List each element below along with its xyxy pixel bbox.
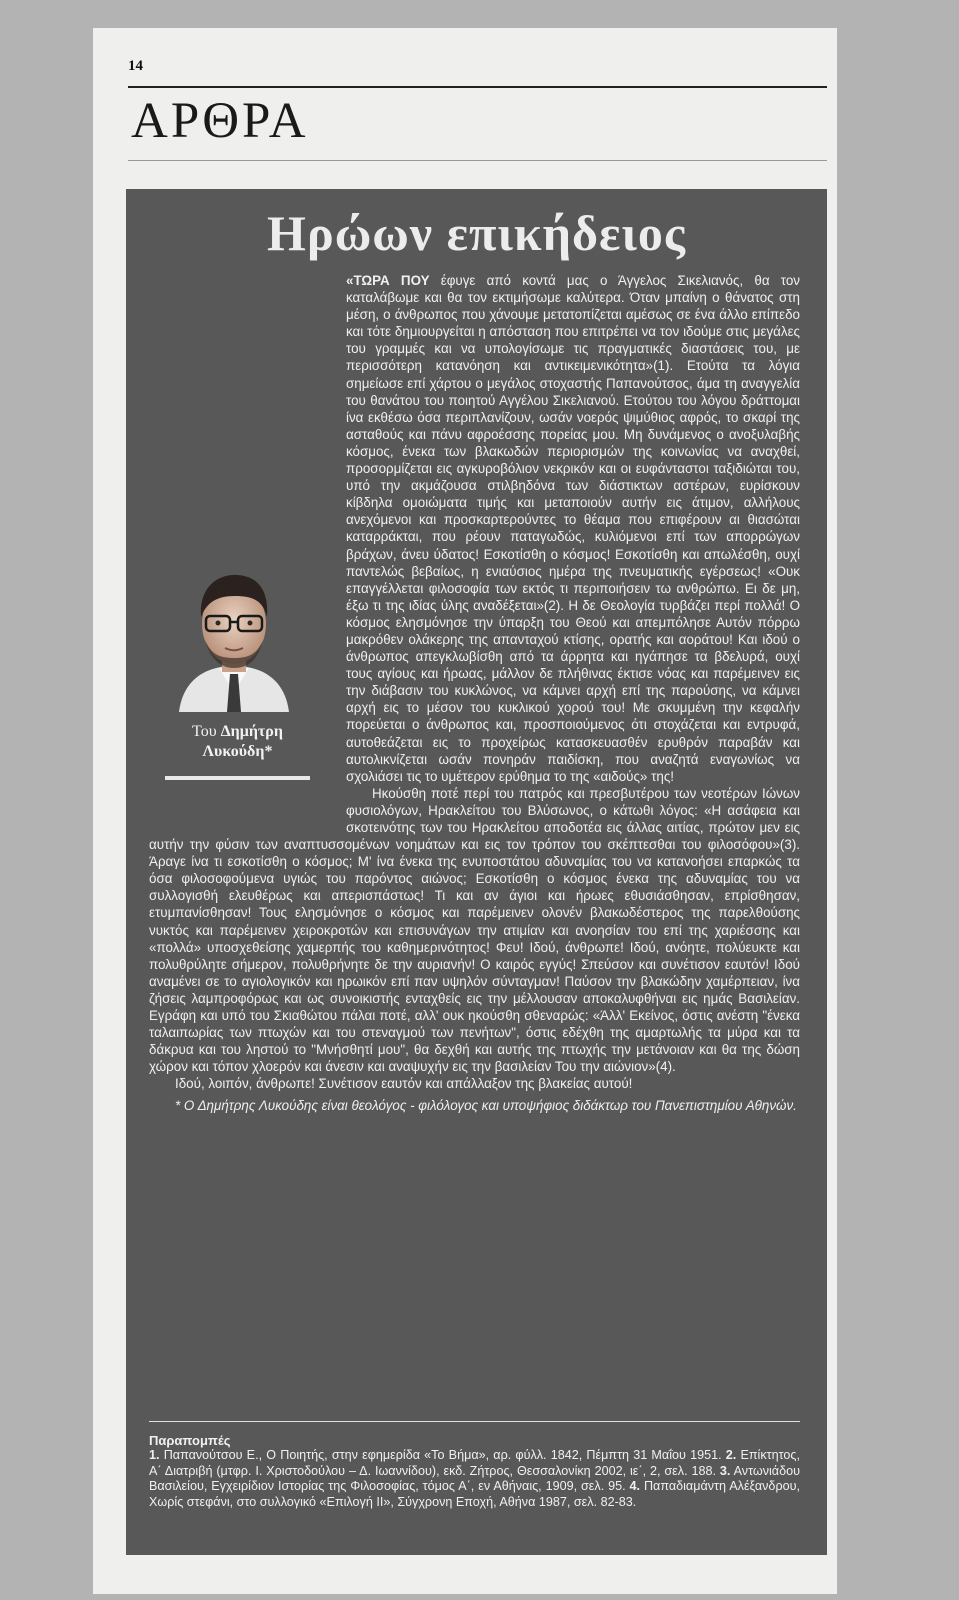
references-title: Παραπομπές: [149, 1433, 231, 1448]
page-number: 14: [128, 58, 143, 74]
ref-4: Παπαδιαμάντη Αλέξανδρου, Χωρίς στεφάνι, στο συλλογικό «Επιλογή II», Σύγχρονη Εποχή, Αθήνα 1987, σελ. 82-83.: [149, 1479, 800, 1509]
author-footnote: * Ο Δημήτρης Λυκούδης είναι θεολόγος - φιλόλογος και υποψήφιος διδάκτωρ του Πανεπιστημίου Αθηνών.: [175, 1097, 797, 1113]
section-title: ΑΡΘΡΑ: [131, 93, 309, 149]
article-paragraph-3: Ιδού, λοιπόν, άνθρωπε! Συνέτισον εαυτόν και απάλλαξον της βλακείας αυτού!: [175, 1076, 633, 1092]
header-rule: [128, 86, 827, 88]
ref-num-1: 1.: [149, 1448, 160, 1463]
references-rule: [149, 1421, 800, 1422]
article-headline: Ηρώων επικήδειος: [267, 205, 686, 261]
article-panel: [126, 189, 827, 1555]
references: [149, 1433, 800, 1510]
ref-num-3: 3.: [719, 1463, 731, 1478]
byline-prefix: Του: [192, 723, 217, 740]
ref-3: Αντωνιάδου Βασιλείου, Εγχειρίδιον Ιστορίας της Φιλοσοφίας, τόμος Α΄, εν Αθήναις, 1909, σελ. 95.: [149, 1463, 800, 1494]
author-box: [141, 562, 334, 830]
byline-name-1: Δημήτρη: [220, 723, 283, 740]
references-text: [149, 1448, 800, 1510]
byline-rule: [165, 776, 310, 780]
paragraph-1-text: έφυγε από κοντά μας ο Άγγελος Σικελιανός, θα τον καταλάβωμε και θα τον εκτιμήσωμε καλύτερα. Όταν μπαίνη ο θάνατος στη μέση, ο άνθρωπος που χάνουμε μετατοπίζεται αμέσως σε ένα άλλο επίπεδο και τότε δημιουργείται η απόσταση που επιτρέπει να τον ιδούμε στις μεγάλες του γραμμές και να υπολογίσωμε τις πραγματικές διαστάσεις του, με περισσότερη κατανόηση και αντικειμενικότητα»(1). Ετούτα τα λόγια σημείωσε επί χάρτου ο μεγάλος στοχαστής Παπανούτσος, άμα τη αναγγελία του θανάτου του ποιητού Αγγέλου Σικελιανού. Ετούτου του λόγου δράττομαι ίνα εκθέσω όσα περιπλανίζουν, ωσάν νοερός ψιμύθιος αφρός, το σκαρί της ασταθούς και πάνυ αφροέσσης πορείας μου. Μη δυνάμενος ο ανοξυλαβής κόσμος, ένεκα των βλακωδών περιορισμών της κοινωνίας να αναχθεί, προσορμίζεται εις αγκυροβόλιον νεκρικόν και οι ευφάνταστοι ταξιδιώται του, υπό την ακμάζουσα στιλβηδόνα των διάστικτων αστέρων, ευρίσκουν κίβδηλα ομοιώματα τιμής και μεταποιούν αυτήν εις άτιμον, αλλήλους ανεχόμενοι και προσκαρτερούντες το θέαμα που επιφέρουν αι θιασώται καταρράκται, που ρέουν παταγωδώς, κυλιόμενοι επί των απορρώγων βράχων, άνευ ύδατος! Εσκοτίσθη ο κόσμος! Εσκοτίσθη και απωλέσθη, ουχί παντελώς βεβαίως, η ενιαύσιος ημέρα της πνευματικής εγέρσεως! «Ουκ επαγγέλλεται φιλοσοφία των εκτός τι περιποιήσειν τω ανθρώπω. Ει δε μη, έξω τι της ιδίας ύλης αναδέξεται»(2). Η δε Θεολογία τυρβάζει περί πολλά! Ο κόσμος ελησμόνησε την ύπαρξη του Θεού και απεμπόλησε Αυτόν πόρρω μακρόθεν ολάκερης της απανταχού κτίσης, ορατής και αοράτου! Και ιδού ο άνθρωπος απεγκλωβίσθη από τα άρρητα και ηγάπησε τα βδελυρά, ουχί τους αγίους και ήρωας, μάλλον δε πλήθινας έκτισε νόας και παρέμεινεν εις την διάβασιν του κυκλώνος, να κάμνει αρχή επί της παρούσης, να κάμνει αρχή εις το μέσον του κυκλικού χορού του! Με σκυμμένη την κεφαλήν πορεύεται ο άνθρωπος και, προσποιούμενος ότι στοχάζεται και εντρυφά, αυτοθεάζεται εις το προχείρως κατασκευασθέν ερυθρόν παραβάν και αυτολικνίζεται ωσάν πονηράν παιδίσκη, που αναζητά εναγωνίως να σχολιάσει τις το υμέτερον ερύθημα το της «αιδούς» της!: [346, 273, 800, 784]
ref-num-4: 4.: [629, 1479, 641, 1494]
article-paragraph-1: [149, 272, 800, 785]
section-rule: [128, 160, 827, 161]
ref-num-2: 2.: [725, 1448, 737, 1463]
ref-1: Παπανούτσου Ε., Ο Ποιητής, στην εφημερίδα «Το Βήμα», αρ. φύλλ. 1842, Πέμπτη 31 Μαΐου 1951.: [159, 1448, 726, 1463]
byline-name-2: Λυκούδη*: [202, 743, 273, 760]
article-body: [149, 272, 800, 1114]
author-portrait-image: [159, 562, 309, 712]
author-byline: [141, 722, 334, 762]
lead-in: «ΤΩΡΑ ΠΟΥ: [346, 273, 430, 288]
author-photo: [159, 562, 309, 712]
ref-2: Επίκτητος, Α΄ Διατριβή (μτφρ. Ι. Χριστοδούλου – Δ. Ιωαννίδου), εκδ. Ζήτρος, Θεσσαλονίκη 2002, ιε΄, 2, σελ. 188.: [149, 1448, 800, 1478]
article-paragraph-2: Ηκούσθη ποτέ περί του πατρός και πρεσβυτέρου των νεοτέρων Ιώνων φυσιολόγων, Ηρακλείτου του Βλύσωνος, ο κάτωθι λόγος: «Η ασάφεια και σκοτεινότης των του Ηρακλείτου αποδοτέα εις άλλας αιτίας, πρώτον μεν εις αυτήν την φύσιν των αναπτυσσομένων νοημάτων και εις τον τρόπον του σκέπτεσθαι του φιλοσόφου»(3). Άραγε ίνα τι εσκοτίσθη ο κόσμος; Μ' ίνα ένεκα της ενυποστάτου αδυναμίας του να κατανοήσει επαρκώς τα όσα φιλοσοφούμενα υγιώς του παρόντος αιώνος; Εσκοτίσθη ο κόσμος ένεκα της αδυναμίας του να συλλογισθή ελευθέρως και απερισπάστως! Τι και αν άγιοι και ήρωες εθυσιάσθησαν, επρίσθησαν, ετυμπανίσθησαν! Τους ελησμόνησε ο κόσμος και παρέμεινεν ολονέν βλακωδέστερος της παρελθούσης νυκτός και παρέμεινεν χειροκροτών και επισυνάγων την ατιμίαν και ανοησίαν του επί της χαριέσσης και «πολλά» υποσχεθείσης χαμερπής του καθημερινότητος! Φευ! Ιδού, άνθρωπε! Ιδού, ανόητε, πολύευκτε και πολυθρύλητε σήμερον, πολυθρήνητε δε την αυριανήν! Ο καιρός εγγύς! Σπεύσον και συνέτισον εαυτόν! Ιδού αναμένει σε το αγιολογικόν και ηρωικόν επί παν υψηλόν σύνταγμαν! Παύσον την βλακώδην χαμέρπειαν, ίνα ζήσεις λαμπροφόρως και ως συνοικιστής ενταχθείς εις την μέλλουσαν αποκαλυφθήναι εις ημάς Βασιλείαν. Εγράφη και υπό του Σκιαθώτου πάλαι ποτέ, αλλ' ουκ ηκούσθη σθεναρώς: «Άλλ' Εκείνος, όστις ανέστη "ένεκα ταλαιπωρίας των πτωχών και του στεναγμού των πενήτων", όστις εδέχθη της αμαρτωλής τα μύρα και τα δάκρυα και του ληστού το "Μνήσθητί μου", θα δεχθή και αυτής της πτωχής την μετάνοιαν και θα της δώση χώρον και τόπον χλοερόν και άνεσιν και αναψυχήν εις την βασιλείαν Του την αιώνιον»(4).: [149, 785, 800, 1075]
